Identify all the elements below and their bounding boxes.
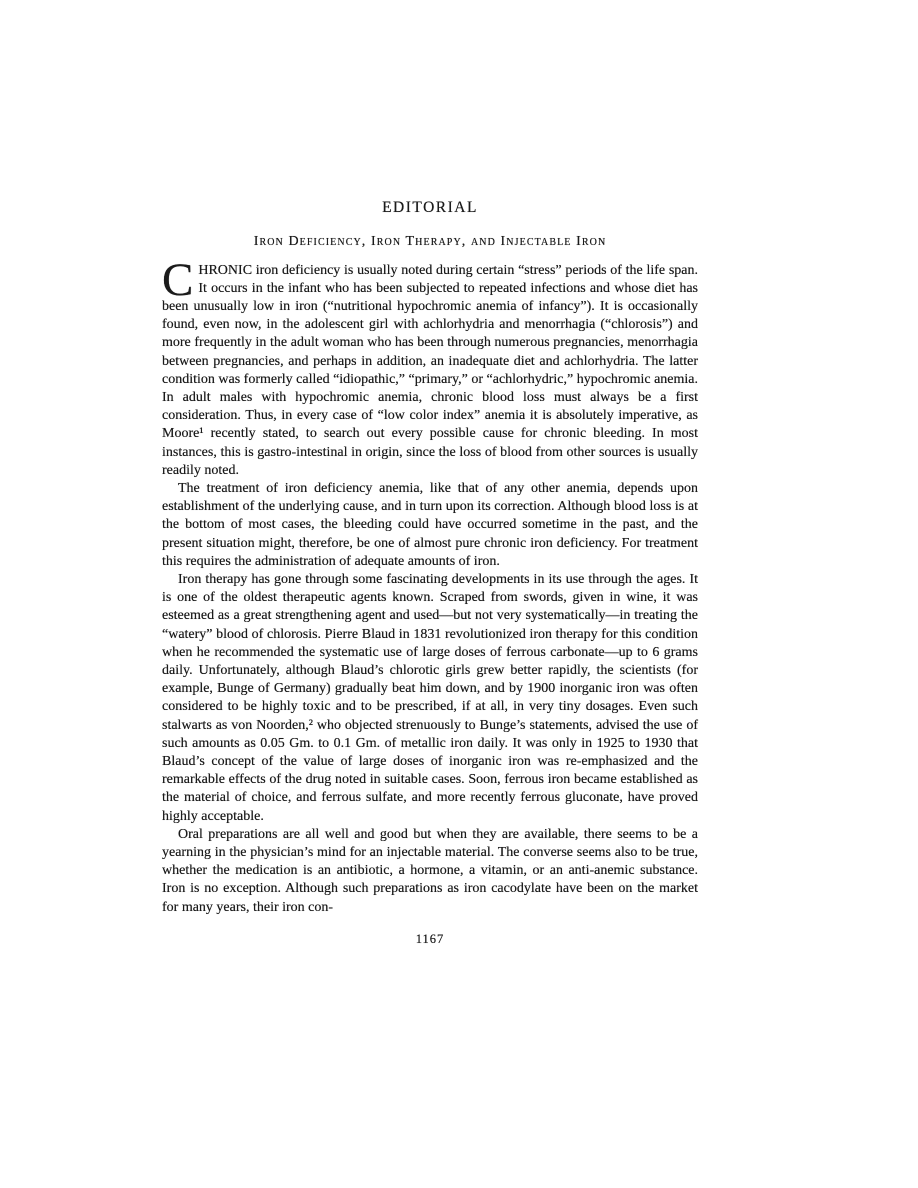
page-number: 1167 <box>415 931 445 946</box>
paragraph-text: HRONIC iron deficiency is usually noted during certain “stress” periods of the life span. It occurs in the infant who has been subjected to repeated infections and whose diet has been unusually low in iron (“nutritional hypochromic anemia of infancy”). It is occasionally found, even now, in the adolescent girl with achlorhydria and menorrhagia (“chlorosis”) and more frequently in the adult woman who has been through numerous pregnancies, menorrhagia between pregnancies, and perhaps in addition, an inadequate diet and achlorhydria. The latter condition was formerly called “idiopathic,” “primary,” or “achlorhydric,” hypochromic anemia. In adult males with hypochromic anemia, chronic blood loss must always be a first consideration. Thus, in every case of “low color index” anemia it is absolutely imperative, as Moore¹ recently stated, to search out every possible cause for chronic bleeding. In most instances, this is gastro-intestinal in origin, since the loss of blood from other sources is usually readily noted. <box>162 262 698 478</box>
paragraph: Oral preparations are all well and good but when they are available, there seems to be a yearning in the physician’s mind for an injectable material. The converse seems also to be true, whether the medication is an antibiotic, a hormone, a vitamin, or an anti-anemic substance. Iron is no exception. Although such preparations as iron cacodylate have been on the market for many years, their iron con- <box>162 826 698 915</box>
paragraph <box>162 253 698 480</box>
section-heading: EDITORIAL <box>382 199 478 216</box>
article-title: Iron Deficiency, Iron Therapy, and Injectable Iron <box>253 233 607 249</box>
paragraph: The treatment of iron deficiency anemia, like that of any other anemia, depends upon establishment of the underlying cause, and in turn upon its correction. Although blood loss is at the bottom of most cases, the bleeding could have occurred sometime in the past, and the present situation might, therefore, be one of almost pure chronic iron deficiency. For treatment this requires the administration of adequate amounts of iron. <box>162 480 698 569</box>
paragraph: Iron therapy has gone through some fascinating developments in its use through the ages. It is one of the oldest therapeutic agents known. Scraped from swords, given in wine, it was esteemed as a great strengthening agent and used—but not very systematically—in treating the “watery” blood of chlorosis. Pierre Blaud in 1831 revolutionized iron therapy for this condition when he recommended the systematic use of large doses of ferrous carbonate—up to 6 grams daily. Unfortunately, although Blaud’s chlorotic girls grew better rapidly, the scientists (for example, Bunge of Germany) gradually beat him down, and by 1900 inorganic iron was often considered to be highly toxic and to be prescribed, if at all, in very tiny dosages. Even such stalwarts as von Noorden,² who objected strenuously to Bunge’s statements, advised the use of such amounts as 0.05 Gm. to 0.1 Gm. of metallic iron daily. It was only in 1925 to 1930 that Blaud’s concept of the value of large doses of inorganic iron was re-emphasized and the remarkable effects of the drug noted in suitable cases. Soon, ferrous iron became established as the material of choice, and ferrous sulfate, and more recently ferrous gluconate, have proved highly acceptable. <box>162 571 698 824</box>
dropcap-letter: C <box>162 253 194 306</box>
editorial-content <box>162 200 698 947</box>
